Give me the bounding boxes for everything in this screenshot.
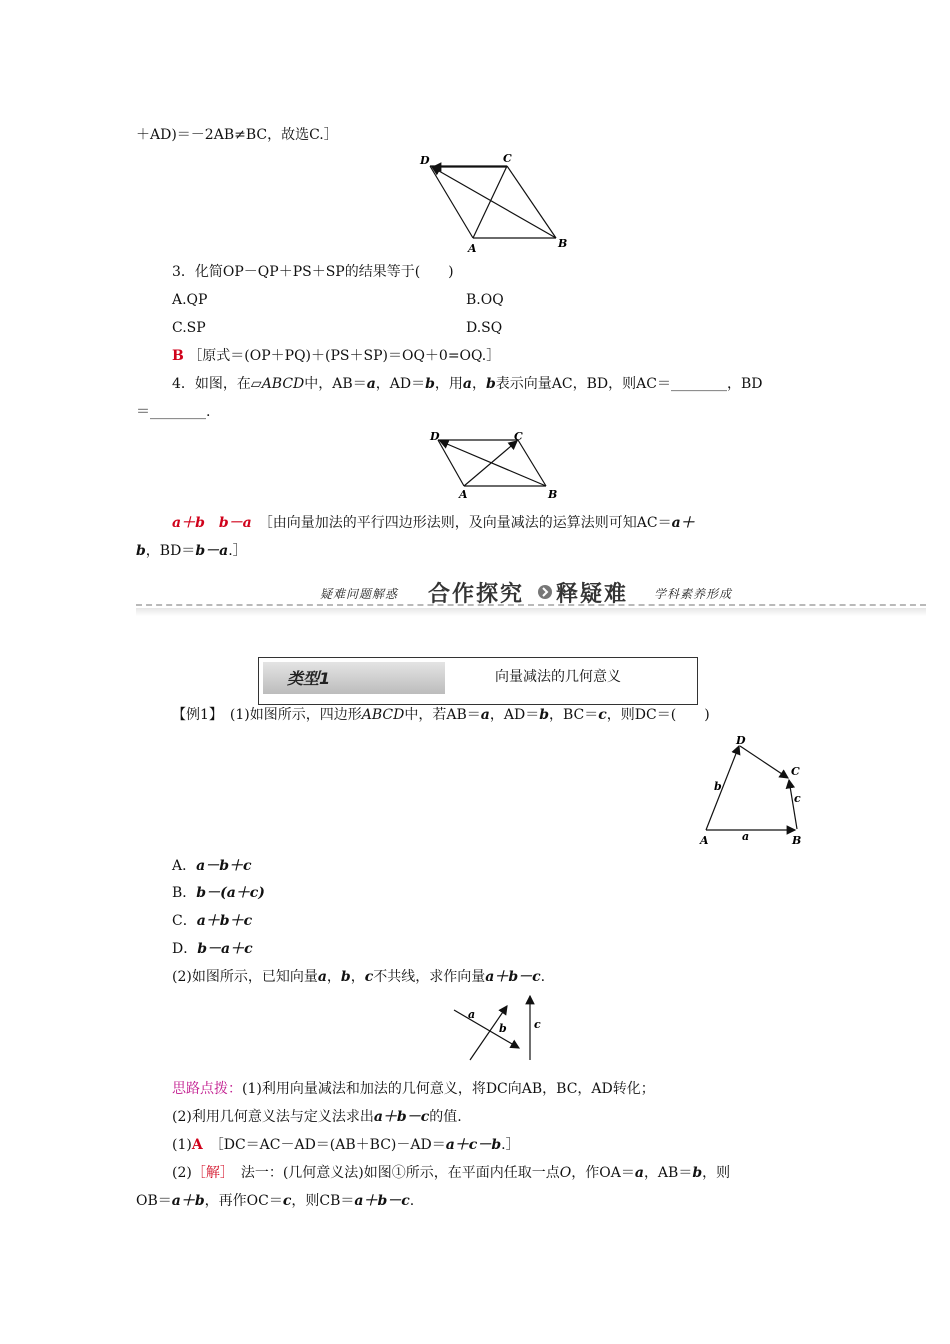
ex1-part2: (2)如图所示，已知向量a，b，c不共线，求作向量a＋b－c. bbox=[172, 969, 546, 985]
ex1-s2: ，BC＝ bbox=[549, 707, 599, 723]
ex1-c: c bbox=[598, 707, 607, 723]
label-A: A bbox=[459, 488, 468, 501]
part2-end: . bbox=[540, 969, 546, 985]
hint-label: 思路点拨： bbox=[172, 1081, 242, 1097]
label-C: C bbox=[503, 152, 512, 165]
q4-answer bbox=[172, 514, 695, 532]
part2-c: c bbox=[364, 969, 374, 985]
q4-b2: b bbox=[486, 376, 496, 392]
q4-stem-pre: 4．如图，在▱ bbox=[172, 376, 262, 392]
opt-letter: D． bbox=[172, 941, 198, 957]
chevron-right-icon bbox=[537, 584, 553, 600]
solution-part-2 bbox=[172, 1164, 730, 1182]
q4-stem-line2: ＝________. bbox=[136, 404, 211, 420]
q4-sep2: ，用 bbox=[434, 376, 463, 392]
type-title: 向量减法的几何意义 bbox=[495, 669, 621, 685]
sol-p1-pre: (1) bbox=[172, 1137, 192, 1153]
q4-ans-text: ［由向量加法的平行四边形法则，及向量减法的运算法则可知AC＝ bbox=[265, 515, 672, 531]
q4-ans-l2-end: .］ bbox=[228, 543, 247, 559]
parallelogram-figure-2 bbox=[426, 428, 566, 502]
sol-p2-a: a bbox=[634, 1165, 644, 1181]
label-C: C bbox=[514, 430, 523, 443]
opt-letter: B． bbox=[172, 885, 197, 901]
example-1-stem bbox=[172, 706, 710, 724]
ex1-stem-mid: 中，若AB＝ bbox=[404, 707, 481, 723]
hint-l1: (1)利用向量减法和加法的几何意义，将DC向AB，BC，AD转化； bbox=[242, 1081, 655, 1097]
example-label: 【例1】 bbox=[172, 707, 216, 723]
hint-line-2 bbox=[172, 1108, 462, 1126]
label-a: a bbox=[742, 830, 750, 843]
q3-option-b: B.OQ bbox=[466, 292, 504, 308]
sol-p2-text: 法一：(几何意义法)如图①所示，在平面内任取一点 bbox=[240, 1165, 560, 1181]
label-D: D bbox=[736, 734, 746, 747]
banner-right-text: 学科素养形成 bbox=[654, 587, 733, 601]
sol-p1-text: ［DC＝AC－AD＝(AB＋BC)－AD＝ bbox=[216, 1137, 446, 1153]
label-c: c bbox=[534, 1018, 541, 1031]
label-c: c bbox=[794, 792, 801, 805]
label-B: B bbox=[558, 237, 568, 250]
part2-b: b bbox=[340, 969, 351, 985]
label-A: A bbox=[700, 834, 709, 847]
hint-line-1 bbox=[172, 1080, 655, 1098]
sol-p1-letter: A bbox=[191, 1137, 203, 1153]
q4-stem-post: 表示向量AC，BD，则AC＝________，BD bbox=[495, 376, 763, 392]
q4-sep1: ，AD＝ bbox=[375, 376, 426, 392]
hint-l2-expr: a＋b－c bbox=[373, 1109, 430, 1125]
ex1-option-a bbox=[172, 857, 252, 875]
banner-shadow bbox=[136, 608, 926, 616]
q4-ans-l2-b: b bbox=[136, 543, 146, 559]
q4-abcd: ABCD bbox=[261, 376, 305, 392]
sol-p2-end1: ，则 bbox=[702, 1165, 731, 1181]
hint-l2-post: 的值. bbox=[429, 1109, 462, 1125]
label-C: C bbox=[791, 765, 800, 778]
sol-l2-mid2: ，则CB＝ bbox=[291, 1193, 355, 1209]
ex1-stem-post: ，则DC＝( ) bbox=[606, 707, 710, 723]
sol-l2-mid: ，再作OC＝ bbox=[204, 1193, 283, 1209]
opt-expr: a＋b＋c bbox=[196, 913, 253, 929]
part2-expr: a＋b－c bbox=[485, 969, 541, 985]
sol-p2-b: b bbox=[692, 1165, 703, 1181]
q4-b: b bbox=[425, 376, 435, 392]
opt-letter: C． bbox=[172, 913, 197, 929]
q3-option-a: A.QP bbox=[172, 292, 208, 308]
ex1-option-b bbox=[172, 884, 265, 902]
q4-stem bbox=[172, 375, 762, 393]
q3-stem: 3．化简OP－QP＋PS＋SP的结果等于( ) bbox=[172, 264, 454, 280]
sol-p1-end: .］ bbox=[501, 1137, 520, 1153]
q4-ans2: b－a bbox=[218, 515, 252, 531]
label-D: D bbox=[430, 430, 440, 443]
q4-ans-l2-bma: b－a bbox=[195, 543, 229, 559]
q4-ans1: a＋b bbox=[172, 515, 205, 531]
opt-expr: b－a＋c bbox=[197, 941, 253, 957]
sol-p2-tag: ［解］ bbox=[191, 1165, 227, 1181]
ex1-option-c bbox=[172, 912, 252, 930]
label-B: B bbox=[792, 834, 802, 847]
q4-a: a bbox=[366, 376, 376, 392]
banner-main-1: 合作探究 bbox=[428, 582, 525, 607]
solution-part-2-line-2 bbox=[136, 1192, 414, 1210]
label-b: b bbox=[499, 1022, 507, 1035]
label-A: A bbox=[468, 242, 477, 254]
q4-a2: a bbox=[462, 376, 472, 392]
banner-divider bbox=[136, 604, 926, 606]
label-D: D bbox=[420, 154, 430, 167]
three-vectors-figure bbox=[448, 992, 548, 1064]
opt-letter: A． bbox=[172, 858, 197, 874]
sol-l2-expr2: a＋b－c bbox=[354, 1193, 410, 1209]
q3-option-d: D.SQ bbox=[466, 320, 503, 336]
sol-p2-s1: ，AB＝ bbox=[643, 1165, 693, 1181]
solution-part-1 bbox=[172, 1136, 520, 1154]
ex1-option-d bbox=[172, 940, 253, 958]
type-heading-box bbox=[258, 657, 698, 705]
sol-l2-end: . bbox=[409, 1193, 415, 1209]
banner-main-2: 释疑难 bbox=[556, 582, 629, 607]
sol-p1-expr: a＋c－b bbox=[445, 1137, 502, 1153]
sol-p2-text2: ，作OA＝ bbox=[571, 1165, 635, 1181]
q3-answer-letter: B bbox=[172, 348, 184, 364]
label-B: B bbox=[548, 488, 558, 501]
q3-option-c: C.SP bbox=[172, 320, 206, 336]
ex1-b: b bbox=[539, 707, 549, 723]
sol-l2-pre: OB＝ bbox=[136, 1193, 172, 1209]
sol-l2-expr: a＋b bbox=[171, 1193, 205, 1209]
opt-expr: b－(a＋c) bbox=[196, 885, 265, 901]
sol-p2-O: O bbox=[559, 1165, 572, 1181]
sol-l2-c: c bbox=[282, 1193, 292, 1209]
type-tag-label: 类型1 bbox=[287, 669, 331, 688]
part2-pre: (2)如图所示，已知向量 bbox=[172, 969, 318, 985]
q4-ans-l2-mid: ，BD＝ bbox=[145, 543, 196, 559]
q3-answer-text: ［原式＝(OP＋PQ)＋(PS＋SP)＝OQ＋0=OQ.］ bbox=[188, 348, 501, 364]
previous-answer-tail: ＋AD)＝－2AB≠BC，故选C.］ bbox=[136, 127, 338, 143]
banner-left-text: 疑难问题解惑 bbox=[320, 587, 399, 601]
q4-ans-a-plus: a＋ bbox=[671, 515, 695, 531]
sol-p2-pre: (2) bbox=[172, 1165, 192, 1181]
hint-l2-pre: (2)利用几何意义法与定义法求出 bbox=[172, 1109, 374, 1125]
label-a: a bbox=[468, 1008, 476, 1021]
opt-expr: a－b＋c bbox=[196, 858, 252, 874]
q4-answer-line2 bbox=[136, 542, 247, 560]
q4-sep3: ， bbox=[472, 376, 486, 392]
quadrilateral-figure bbox=[696, 732, 812, 848]
parallelogram-figure-1 bbox=[410, 150, 585, 254]
part2-mid: 不共线，求作向量 bbox=[373, 969, 486, 985]
q3-answer bbox=[172, 347, 500, 365]
label-b: b bbox=[714, 780, 722, 793]
type-tag bbox=[263, 662, 445, 694]
ex1-stem-pre: (1)如图所示，四边形 bbox=[229, 707, 362, 723]
ex1-s1: ，AD＝ bbox=[489, 707, 540, 723]
ex1-abcd: ABCD bbox=[361, 707, 405, 723]
q4-stem-mid: 中，AB＝ bbox=[304, 376, 367, 392]
ex1-a: a bbox=[480, 707, 490, 723]
part2-a: a bbox=[317, 969, 327, 985]
